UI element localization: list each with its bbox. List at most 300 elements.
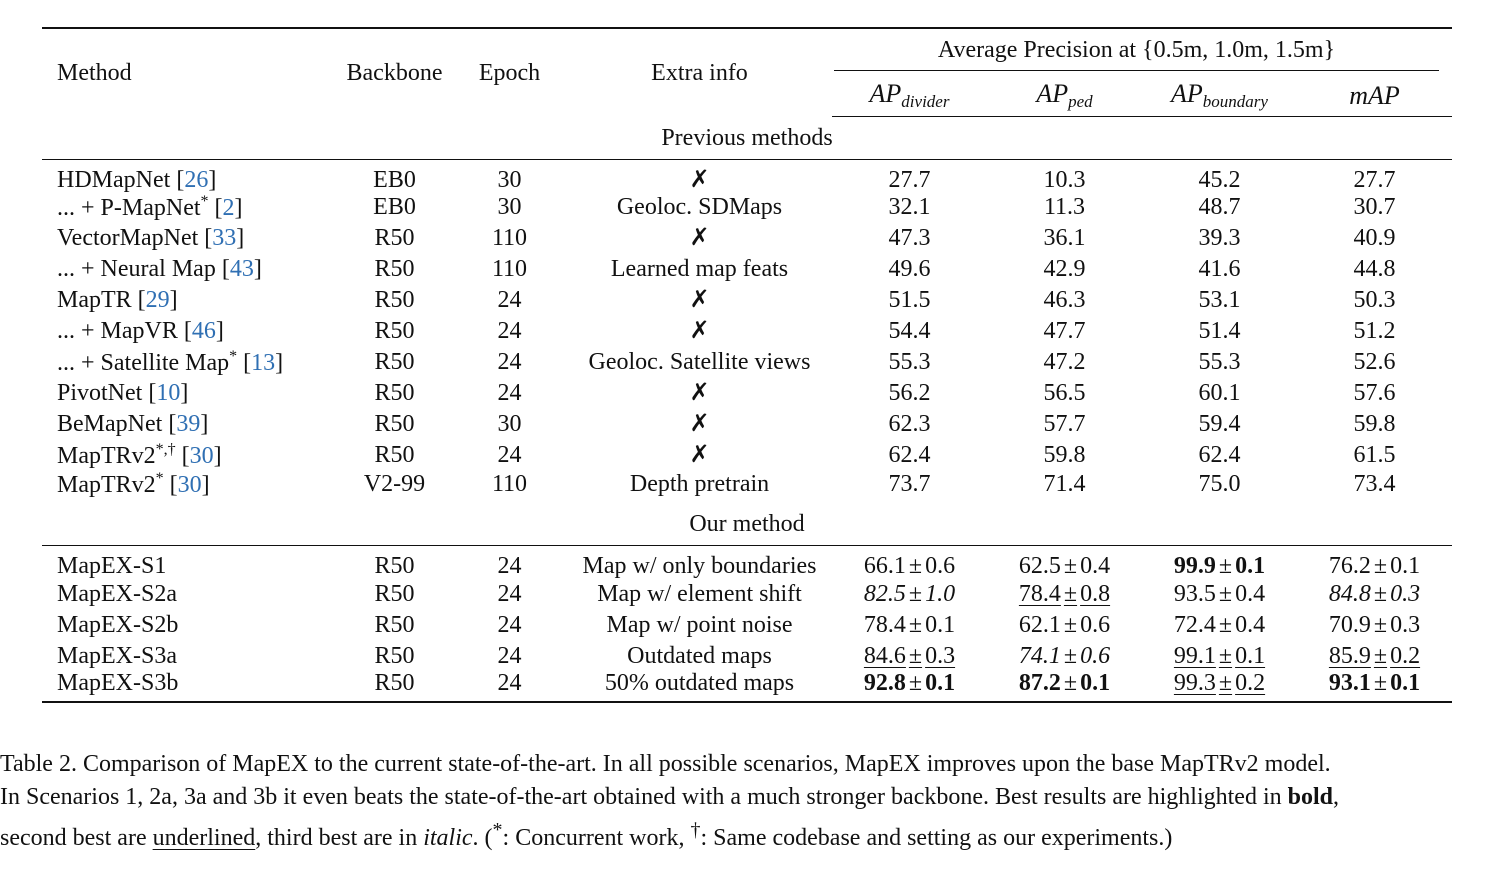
epoch-cell: 110 — [491, 225, 528, 251]
ap-std: 0.2 — [1390, 642, 1421, 669]
ap-value-cell — [1142, 671, 1297, 702]
ap-value — [1354, 167, 1396, 193]
ap-value — [1199, 194, 1241, 220]
ap-value-cell — [832, 285, 987, 316]
ap-mean: 55.3 — [888, 349, 931, 375]
backbone-cell: R50 — [374, 442, 415, 468]
epoch-cell: 24 — [497, 642, 522, 669]
ap-value-cell — [987, 285, 1142, 316]
ap-mean: 42.9 — [1043, 256, 1086, 282]
ap-value-cell — [1297, 671, 1452, 702]
extra-info-cell: ✗ — [689, 225, 710, 251]
ap-std: 0.1 — [925, 611, 956, 638]
table-row — [42, 192, 1452, 223]
ap-value-cell — [832, 671, 987, 702]
method-cell — [42, 546, 337, 579]
ap-value — [1044, 287, 1086, 313]
epoch-cell: 24 — [497, 580, 522, 607]
method-name: MapTRv2 — [57, 471, 156, 498]
epoch-cell: 110 — [491, 256, 528, 282]
ap-mean: 85.9 — [1328, 642, 1371, 669]
ap-mean: 62.4 — [1198, 442, 1241, 468]
ap-value: 62.1 ± 0.6 — [1018, 611, 1111, 638]
ap-std: 0.1 — [1390, 553, 1421, 579]
ap-mean: 60.1 — [1198, 380, 1241, 406]
extra-info-cell: Map w/ element shift — [597, 580, 802, 607]
ap-value-cell — [987, 254, 1142, 285]
ap-mean: 44.8 — [1353, 256, 1396, 282]
citation-link[interactable]: 39 — [176, 411, 201, 437]
method-cell: ... + P-MapNet* [2] — [57, 193, 243, 221]
ap-value-cell — [1297, 609, 1452, 640]
ap-value: 93.5 ± 0.4 — [1173, 580, 1266, 607]
ap-std: 0.4 — [1235, 580, 1266, 607]
ap-value — [1044, 442, 1086, 468]
ap-mean: 11.3 — [1043, 194, 1086, 220]
ap-value: 84.6 ± 0.3 — [863, 642, 956, 669]
ap-mean: 41.6 — [1198, 256, 1241, 282]
ap-mean: 62.5 — [1018, 553, 1061, 579]
ap-std: 0.3 — [925, 642, 956, 669]
ap-std: 0.1 — [1390, 670, 1421, 696]
ap-mean: 74.1 — [1018, 642, 1061, 669]
ap-mean: 78.4 — [863, 611, 906, 638]
ap-value: 70.9 ± 0.3 — [1328, 611, 1421, 638]
ap-mean: 47.7 — [1043, 318, 1086, 344]
backbone-cell: R50 — [374, 580, 415, 607]
ap-value-cell — [1142, 159, 1297, 192]
epoch-cell: 30 — [497, 166, 522, 193]
method-cell: HDMapNet [26] — [57, 166, 217, 193]
ap-value: 99.3 ± 0.2 — [1173, 670, 1266, 696]
epoch-cell: 24 — [497, 287, 522, 313]
ap-mean: 76.2 — [1328, 553, 1371, 579]
ap-std: 0.4 — [1235, 611, 1266, 638]
backbone-cell: R50 — [374, 287, 415, 313]
header-ap-ped: $AP_{ped}$ — [987, 76, 1142, 116]
method-name: ... + P-MapNet — [57, 195, 201, 221]
ap-value-cell — [1297, 316, 1452, 347]
method-footnote-mark: *,† — [155, 441, 176, 458]
ap-value-cell — [1297, 159, 1452, 192]
ap-value-cell — [1297, 285, 1452, 316]
ap-value-cell — [832, 640, 987, 671]
ap-mean: 47.3 — [888, 225, 931, 251]
ap-mean: 61.5 — [1353, 442, 1396, 468]
backbone-cell: R50 — [374, 642, 415, 669]
citation-link[interactable]: 2 — [222, 195, 235, 221]
ap-value-cell — [832, 316, 987, 347]
ap-mean: 93.1 — [1328, 670, 1371, 696]
ap-mean: 52.6 — [1353, 349, 1396, 375]
header-ap-divider: $AP_{divider}$ — [832, 76, 987, 116]
ap-value-cell — [987, 378, 1142, 409]
ap-mean: 59.8 — [1353, 411, 1396, 437]
ap-mean: 99.3 — [1173, 670, 1216, 696]
ap-value — [1354, 411, 1396, 437]
ap-value-cell — [1297, 347, 1452, 378]
ap-value — [889, 471, 931, 497]
method-name: MapEX-S1 — [57, 553, 167, 579]
extra-info-cell: ✗ — [689, 380, 710, 406]
table-row — [42, 546, 1452, 579]
ap-value — [1199, 471, 1241, 497]
ap-value-cell — [987, 159, 1142, 192]
ap-value-cell — [1142, 378, 1297, 409]
extra-info-cell: Geoloc. Satellite views — [588, 349, 811, 375]
ap-mean: 40.9 — [1353, 225, 1396, 251]
ap-mean: 59.8 — [1043, 442, 1086, 468]
backbone-cell: R50 — [374, 411, 415, 437]
extra-info-cell: Map w/ only boundaries — [582, 553, 817, 579]
ap-value-cell — [832, 378, 987, 409]
method-cell — [42, 640, 337, 671]
ap-mean: 87.2 — [1018, 670, 1061, 696]
ap-mean: 51.5 — [888, 287, 931, 313]
ap-value-cell — [832, 471, 987, 503]
ap-value — [889, 167, 931, 193]
ap-value — [1354, 225, 1396, 251]
ap-mean: 56.5 — [1043, 380, 1086, 406]
ap-value — [889, 256, 931, 282]
citation-link[interactable]: 13 — [251, 350, 276, 376]
ap-mean: 56.2 — [888, 380, 931, 406]
ap-value-cell — [1142, 316, 1297, 347]
ap-mean: 62.3 — [888, 411, 931, 437]
section-header — [42, 116, 1452, 159]
table-row — [42, 254, 1452, 285]
method-cell: VectorMapNet [33] — [57, 225, 245, 251]
citation-link[interactable]: 43 — [229, 256, 254, 282]
ap-value-cell — [1142, 640, 1297, 671]
ap-value — [889, 411, 931, 437]
table-row — [42, 440, 1452, 471]
ap-value-cell — [832, 223, 987, 254]
ap-value-cell — [832, 254, 987, 285]
ap-value-cell — [987, 578, 1142, 609]
ap-value — [889, 442, 931, 468]
section-title: Previous methods — [42, 116, 1452, 159]
method-name: MapEX-S2a — [57, 580, 177, 607]
ap-mean: 51.2 — [1353, 318, 1396, 344]
ap-value-cell — [1142, 471, 1297, 503]
ap-value-cell — [1297, 192, 1452, 223]
ap-value-cell — [987, 316, 1142, 347]
caption-line-1: Table 2. Comparison of MapEX to the current state-of-the-art. In all possible scenarios, MapEX improves upon the base MapTRv2 model. — [0, 751, 1331, 777]
ap-mean: 66.1 — [863, 553, 906, 579]
ap-value — [1199, 318, 1241, 344]
extra-info-cell: Map w/ point noise — [606, 611, 793, 638]
ap-value: 62.5 ± 0.4 — [1018, 553, 1111, 579]
ap-value: 66.1 ± 0.6 — [863, 553, 956, 579]
backbone-cell: R50 — [337, 671, 452, 702]
epoch-cell: 24 — [497, 380, 522, 406]
header-ap-group: Average Precision at {0.5m, 1.0m, 1.5m} — [834, 38, 1439, 71]
ap-std: 0.1 — [925, 670, 956, 696]
ap-value — [889, 225, 931, 251]
ap-value: 78.4 ± 0.1 — [863, 611, 956, 638]
ap-value — [1044, 411, 1086, 437]
table-row — [42, 285, 1452, 316]
ap-std: 0.1 — [1080, 670, 1111, 696]
ap-std: 0.1 — [1235, 642, 1266, 669]
ap-mean: 92.8 — [863, 670, 906, 696]
ap-value — [1199, 287, 1241, 313]
method-cell: PivotNet [10] — [57, 380, 189, 406]
ap-mean: 62.1 — [1018, 611, 1061, 638]
epoch-cell: 24 — [497, 611, 522, 638]
method-cell: ... + Satellite Map* [13] — [57, 348, 284, 376]
table-row — [42, 378, 1452, 409]
ap-value: 92.8 ± 0.1 — [863, 670, 956, 696]
method-cell: MapTR [29] — [57, 287, 178, 313]
extra-info-cell: ✗ — [689, 166, 710, 193]
table-row — [42, 609, 1452, 640]
extra-info-cell: ✗ — [689, 287, 710, 313]
citation-link[interactable]: 29 — [145, 287, 170, 313]
method-footnote-mark: * — [155, 469, 164, 487]
ap-value: 76.2 ± 0.1 — [1328, 553, 1421, 579]
ap-mean: 99.9 — [1173, 553, 1216, 579]
ap-value — [1044, 225, 1086, 251]
method-name: PivotNet — [57, 380, 143, 406]
ap-mean: 50.3 — [1353, 287, 1396, 313]
ap-value — [1199, 167, 1241, 193]
extra-info-cell: Depth pretrain — [629, 470, 770, 497]
ap-value: 84.8 ± 0.3 — [1328, 580, 1421, 607]
citation-link[interactable]: 26 — [184, 166, 209, 193]
ap-value — [1044, 471, 1086, 497]
backbone-cell: EB0 — [373, 166, 416, 193]
epoch-cell: 24 — [497, 442, 522, 468]
ap-std: 0.6 — [1080, 642, 1111, 669]
section-header — [42, 503, 1452, 546]
header-backbone: Backbone — [346, 59, 443, 86]
ap-value — [1044, 194, 1085, 220]
method-cell — [42, 578, 337, 609]
extra-info-cell: 50% outdated maps — [567, 671, 832, 702]
ap-value-cell — [987, 471, 1142, 503]
table-row — [42, 347, 1452, 378]
ap-mean: 78.4 — [1018, 580, 1061, 607]
ap-value — [1199, 442, 1241, 468]
table-row — [42, 671, 1452, 702]
ap-value-cell — [987, 546, 1142, 579]
ap-value-cell — [987, 640, 1142, 671]
table-row — [42, 471, 1452, 503]
caption-line-2: In Scenarios 1, 2a, 3a and 3b it even beats the state-of-the-art obtained with a much stronger backbone. Best results are highlighted in bold, — [0, 784, 1339, 810]
ap-value — [1354, 318, 1396, 344]
ap-value — [1354, 471, 1396, 497]
table-caption — [0, 748, 1508, 855]
ap-value: 72.4 ± 0.4 — [1173, 611, 1266, 638]
backbone-cell: R50 — [374, 380, 415, 406]
ap-value — [1044, 318, 1086, 344]
ap-value-cell — [987, 192, 1142, 223]
ap-value: 93.1 ± 0.1 — [1328, 670, 1421, 696]
ap-value — [1354, 349, 1396, 375]
method-name: MapEX-S3b — [57, 670, 179, 696]
ap-value-cell — [1142, 578, 1297, 609]
method-cell: ... + Neural Map [43] — [57, 256, 262, 282]
ap-value-cell — [1142, 223, 1297, 254]
ap-mean: 51.4 — [1198, 318, 1241, 344]
ap-std: 0.4 — [1080, 553, 1111, 579]
ap-mean: 72.4 — [1173, 611, 1216, 638]
ap-value-cell — [1297, 640, 1452, 671]
ap-value — [889, 380, 931, 406]
method-name: BeMapNet — [57, 411, 163, 437]
ap-mean: 30.7 — [1353, 194, 1396, 220]
ap-value — [1354, 194, 1396, 220]
ap-value-cell — [987, 609, 1142, 640]
header-extra-info: Extra info — [651, 59, 748, 86]
ap-value-cell — [832, 609, 987, 640]
citation-link[interactable]: 10 — [156, 380, 181, 406]
ap-mean: 70.9 — [1328, 611, 1371, 638]
header-map: mAP — [1297, 76, 1452, 116]
citation-link[interactable]: 33 — [212, 225, 237, 251]
citation-link[interactable]: 30 — [189, 443, 214, 469]
ap-value — [889, 287, 931, 313]
ap-value-cell — [1297, 409, 1452, 440]
ap-mean: 27.7 — [888, 166, 931, 193]
method-name: MapEX-S2b — [57, 611, 179, 638]
ap-std: 0.1 — [1235, 553, 1266, 579]
ap-mean: 36.1 — [1043, 225, 1086, 251]
method-name: MapEX-S3a — [57, 642, 177, 669]
table-row — [42, 640, 1452, 671]
citation-link[interactable]: 30 — [177, 471, 202, 498]
ap-value-cell — [1297, 471, 1452, 503]
epoch-cell: 24 — [452, 671, 567, 702]
extra-info-cell: ✗ — [689, 411, 710, 437]
ap-value-cell — [1142, 546, 1297, 579]
ap-value-cell — [987, 223, 1142, 254]
backbone-cell: R50 — [374, 256, 415, 282]
method-name: ... + Satellite Map — [57, 350, 230, 376]
epoch-cell: 110 — [491, 470, 528, 497]
ap-value — [1199, 411, 1241, 437]
ap-value — [1354, 380, 1396, 406]
ap-value: 82.5 ± 1.0 — [863, 580, 956, 607]
backbone-cell: R50 — [374, 349, 415, 375]
ap-mean: 47.2 — [1043, 349, 1086, 375]
ap-value-cell — [832, 440, 987, 471]
method-cell: MapTRv2* [30] — [57, 469, 210, 498]
ap-value-cell — [1297, 223, 1452, 254]
ap-value-cell — [1142, 192, 1297, 223]
ap-value — [889, 194, 931, 220]
ap-mean: 99.1 — [1173, 642, 1216, 669]
method-name: MapTR — [57, 287, 132, 313]
epoch-cell: 24 — [497, 553, 522, 579]
ap-value — [889, 349, 931, 375]
ap-mean: 57.7 — [1043, 411, 1086, 437]
ap-mean: 54.4 — [888, 318, 931, 344]
ap-value — [1199, 225, 1241, 251]
ap-value: 99.9 ± 0.1 — [1173, 553, 1266, 579]
ap-std: 0.6 — [925, 553, 956, 579]
ap-value: 78.4 ± 0.8 — [1018, 580, 1111, 607]
ap-value: 85.9 ± 0.2 — [1328, 642, 1421, 669]
method-cell — [42, 671, 337, 702]
ap-mean: 84.6 — [863, 642, 906, 669]
ap-value — [1044, 256, 1086, 282]
method-name: MapTRv2 — [57, 443, 156, 469]
ap-mean: 49.6 — [888, 256, 931, 282]
ap-mean: 62.4 — [888, 442, 931, 468]
ap-value-cell — [1142, 609, 1297, 640]
ap-mean: 45.2 — [1198, 166, 1241, 193]
ap-value — [1044, 380, 1086, 406]
method-name: VectorMapNet — [57, 225, 199, 251]
method-name: ... + MapVR — [57, 318, 178, 344]
ap-value-cell — [1297, 578, 1452, 609]
method-cell: ... + MapVR [46] — [57, 318, 224, 344]
backbone-cell: R50 — [374, 611, 415, 638]
header-method: Method — [57, 59, 132, 86]
ap-mean: 93.5 — [1173, 580, 1216, 607]
ap-value-cell — [832, 409, 987, 440]
header-row-1 — [42, 28, 1452, 76]
extra-info-cell: ✗ — [689, 442, 710, 468]
epoch-cell: 24 — [497, 318, 522, 344]
ap-value-cell — [832, 192, 987, 223]
method-footnote-mark: * — [200, 193, 209, 210]
ap-std: 0.3 — [1390, 611, 1421, 638]
ap-value: 74.1 ± 0.6 — [1018, 642, 1111, 669]
header-epoch: Epoch — [478, 59, 541, 86]
backbone-cell: V2-99 — [363, 470, 426, 497]
backbone-cell: R50 — [374, 225, 415, 251]
ap-value — [1044, 349, 1086, 375]
ap-value — [1354, 287, 1396, 313]
ap-value: 99.1 ± 0.1 — [1173, 642, 1266, 669]
ap-mean: 39.3 — [1198, 225, 1241, 251]
ap-value — [889, 318, 931, 344]
citation-link[interactable]: 46 — [191, 318, 216, 344]
ap-value-cell — [1297, 254, 1452, 285]
table-row — [42, 316, 1452, 347]
ap-mean: 82.5 — [863, 580, 906, 607]
ap-value-cell — [1297, 546, 1452, 579]
ap-mean: 73.4 — [1353, 470, 1396, 497]
ap-mean: 59.4 — [1198, 411, 1241, 437]
ap-value-cell — [832, 578, 987, 609]
backbone-cell: EB0 — [373, 194, 416, 220]
method-cell: BeMapNet [39] — [57, 411, 209, 437]
ap-value-cell — [1142, 440, 1297, 471]
ap-value-cell — [987, 440, 1142, 471]
ap-value-cell — [832, 546, 987, 579]
backbone-cell: R50 — [374, 318, 415, 344]
ap-std: 0.2 — [1235, 670, 1266, 696]
ap-value — [1199, 349, 1241, 375]
ap-value-cell — [987, 347, 1142, 378]
method-name: ... + Neural Map — [57, 256, 216, 282]
table-row — [42, 159, 1452, 192]
ap-mean: 57.6 — [1353, 380, 1396, 406]
method-footnote-mark: * — [229, 348, 238, 365]
epoch-cell: 24 — [497, 349, 522, 375]
ap-value-cell — [832, 159, 987, 192]
ap-value-cell — [1297, 440, 1452, 471]
epoch-cell: 30 — [497, 194, 522, 220]
ap-mean: 55.3 — [1198, 349, 1241, 375]
ap-std: 0.3 — [1390, 580, 1421, 607]
ap-value: 87.2 ± 0.1 — [1018, 670, 1111, 696]
